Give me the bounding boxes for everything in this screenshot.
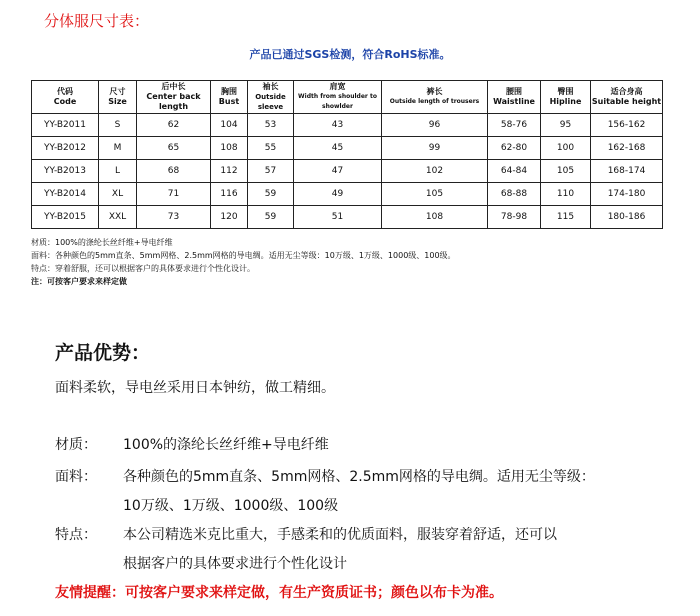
material-label: 材质： [55,437,97,453]
table-cell: 73 [137,206,211,229]
column-header [211,81,248,114]
table-cell: 68 [137,160,211,183]
note-feature: 特点：穿着舒服，还可以根据客户的具体要求进行个性化设计。 [31,264,255,273]
column-header [382,81,488,114]
table-cell: 57 [248,160,294,183]
table-cell: YY-B2014 [32,183,99,206]
table-cell: 162-168 [591,137,663,160]
table-cell: 64-84 [488,160,541,183]
table-cell: 62-80 [488,137,541,160]
table-cell: 105 [382,183,488,206]
table-cell: 100 [541,137,591,160]
column-header [99,81,137,114]
column-header-en: Size [108,97,127,106]
fabric-levels: 10万级、1万级、1000级、100级 [123,498,339,514]
column-header [32,81,99,114]
table-row [32,137,663,160]
column-header-en: Bust [218,97,240,106]
table-cell: 71 [137,183,211,206]
table-cell: 49 [294,183,382,206]
table-cell: 43 [294,114,382,137]
table-row [32,160,663,183]
table-cell: 102 [382,160,488,183]
table-cell: 156-162 [591,114,663,137]
table-cell: M [99,137,137,160]
table-cell: 99 [382,137,488,160]
table-row [32,183,663,206]
column-header-en: Hipline [549,97,582,106]
column-header-cn: 腰围 [506,87,522,96]
table-cell: 96 [382,114,488,137]
table-cell: YY-B2013 [32,160,99,183]
column-header-cn: 袖长 [262,82,279,91]
table-cell: YY-B2015 [32,206,99,229]
feature-text: 本公司精选米克比重大，手感柔和的优质面料，服装穿着舒适，还可以 [123,527,557,543]
table-cell: 78-98 [488,206,541,229]
table-cell: XL [99,183,137,206]
column-header [591,81,663,114]
table-cell: 59 [248,206,294,229]
feature-line [55,524,557,544]
column-header [248,81,294,114]
column-header-en: Outside length of trousers [389,98,480,105]
table-cell: 168-174 [591,160,663,183]
fabric-label: 面料： [55,469,97,485]
table-cell: L [99,160,137,183]
column-header-cn: 裤长 [426,87,443,96]
table-cell: YY-B2011 [32,114,99,137]
size-table [31,80,663,229]
column-header [137,81,211,114]
column-header-cn: 尺寸 [109,87,126,96]
fabric-text: 各种颜色的5mm直条、5mm网格、2.5mm网格的导电绸。适用无尘等级： [123,469,595,485]
column-header [294,81,382,114]
size-chart-title: 分体服尺寸表： [44,12,150,30]
column-header-en: Center back length [146,92,201,111]
table-cell: XXL [99,206,137,229]
table-cell: 104 [211,114,248,137]
table-cell: 47 [294,160,382,183]
column-header-cn: 后中长 [161,82,186,91]
column-header [488,81,541,114]
table-cell: 108 [382,206,488,229]
table-cell: 110 [541,183,591,206]
table-cell: 180-186 [591,206,663,229]
table-cell: 58-76 [488,114,541,137]
table-cell: 62 [137,114,211,137]
column-header-cn: 肩宽 [329,82,346,91]
column-header-cn: 胸围 [221,87,237,96]
column-header-en: Outside sleeve [255,93,286,111]
column-header-en: Waistline [493,97,535,106]
column-header-en: Suitable height [591,97,662,106]
table-cell: 45 [294,137,382,160]
table-cell: YY-B2012 [32,137,99,160]
table-cell: 68-88 [488,183,541,206]
table-header-row [32,81,663,114]
spec-notes [31,236,456,288]
table-cell: 105 [541,160,591,183]
column-header-en: Code [53,97,77,106]
table-cell: 115 [541,206,591,229]
advantages-title: 产品优势： [55,342,151,364]
table-cell: 55 [248,137,294,160]
table-cell: 65 [137,137,211,160]
table-row [32,114,663,137]
table-cell: S [99,114,137,137]
column-header-cn: 适合身高 [610,87,643,96]
fabric-line [55,466,595,486]
certification-note: 产品已通过SGS检测，符合RoHS标准。 [249,48,451,61]
feature-label: 特点： [55,527,97,543]
note-fabric: 面料：各种颜色的5mm直条、5mm网格、2.5mm网格的导电绸。适用无尘等级：10万级、1万级、1000级、100级。 [31,251,456,260]
table-cell: 51 [294,206,382,229]
table-cell: 108 [211,137,248,160]
material-line [55,434,329,454]
feature-text-continued: 根据客户的具体要求进行个性化设计 [123,556,347,572]
note-material: 材质：100%的涤纶长丝纤维+导电纤维 [31,238,173,247]
table-cell: 53 [248,114,294,137]
table-cell: 116 [211,183,248,206]
material-text: 100%的涤纶长丝纤维+导电纤维 [123,437,329,453]
column-header [541,81,591,114]
table-row [32,206,663,229]
advantages-summary: 面料柔软，导电丝采用日本钟纺，做工精细。 [55,380,335,396]
table-cell: 120 [211,206,248,229]
note-remark: 注：可按客户要求来样定做 [31,277,127,286]
column-header-cn: 代码 [57,87,73,96]
friendly-reminder: 友情提醒：可按客户要求来样定做，有生产资质证书；颜色以布卡为准。 [55,585,503,601]
table-cell: 95 [541,114,591,137]
column-header-en: Width from shoulder to showlder [298,93,377,110]
table-cell: 174-180 [591,183,663,206]
column-header-cn: 臀围 [557,87,574,96]
table-cell: 59 [248,183,294,206]
table-cell: 112 [211,160,248,183]
